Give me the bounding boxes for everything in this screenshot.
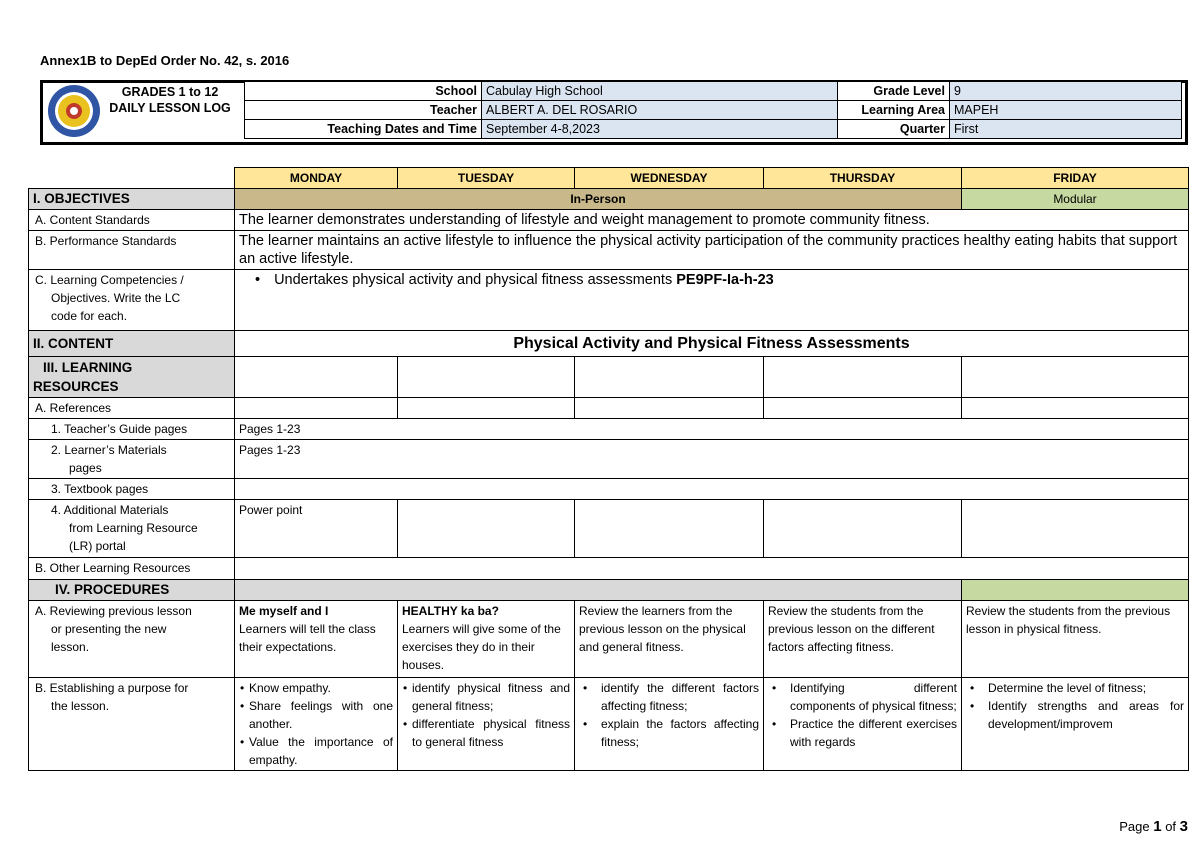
dll-title-line2: DAILY LESSON LOG: [109, 101, 231, 115]
area-label: Learning Area: [838, 101, 950, 120]
dll-title: [105, 84, 235, 116]
thursday-purpose: [764, 678, 962, 771]
lesson-log-table: [28, 167, 1189, 771]
header-info-table: [244, 81, 1182, 139]
additional-materials-label: 4. Additional Materials from Learning Resource (LR) portal: [29, 500, 235, 558]
day-monday: MONDAY: [235, 168, 398, 189]
school-value: Cabulay High School: [482, 82, 838, 101]
content-title: Physical Activity and Physical Fitness Assessments: [235, 331, 1189, 357]
additional-materials-value: Power point: [235, 500, 398, 558]
learners-materials-pages: Pages 1-23: [235, 440, 1189, 479]
section-procedures: IV. PROCEDURES: [29, 580, 235, 601]
tuesday-review: HEALTHY ka ba? Learners will give some of the exercises they do in their houses.: [398, 601, 575, 678]
monday-purpose: [235, 678, 398, 771]
section-objectives: I. OBJECTIVES: [29, 189, 235, 210]
grade-label: Grade Level: [838, 82, 950, 101]
teacher-label: Teacher: [245, 101, 482, 120]
friday-purpose: [962, 678, 1189, 771]
grade-value: 9: [950, 82, 1182, 101]
thursday-review: Review the students from the previous lesson on the different factors affecting fitness.: [764, 601, 962, 678]
day-thursday: THURSDAY: [764, 168, 962, 189]
learning-competencies-label: C. Learning Competencies / Objectives. Write the LC code for each.: [29, 270, 235, 331]
textbook-pages-label: 3. Textbook pages: [29, 479, 235, 500]
page-indicator: Page 1 of 3: [1119, 818, 1188, 835]
bullet-icon: •: [255, 272, 261, 288]
tuesday-purpose: [398, 678, 575, 771]
teacher-value: ALBERT A. DEL ROSARIO: [482, 101, 838, 120]
learners-materials-label: 2. Learner’s Materials pages: [29, 440, 235, 479]
performance-standards-label: B. Performance Standards: [29, 231, 235, 270]
list-item: • explain the factors affecting fitness;: [589, 715, 759, 751]
section-learning-resources: III. LEARNING RESOURCES: [29, 357, 235, 398]
learning-competencies-text: • Undertakes physical activity and physical fitness assessments PE9PF-Ia-h-23: [235, 270, 1189, 331]
day-tuesday: TUESDAY: [398, 168, 575, 189]
list-item: • Identify strengths and areas for development/improvem: [976, 697, 1184, 733]
list-item: • identify physical fitness and general fitness;: [412, 679, 570, 715]
quarter-value: First: [950, 120, 1182, 139]
dll-title-line1: GRADES 1 to 12: [121, 85, 219, 99]
dates-value: September 4-8,2023: [482, 120, 838, 139]
list-item: • Practice the different exercises with regards: [778, 715, 957, 751]
dates-label: Teaching Dates and Time: [245, 120, 482, 139]
wednesday-purpose: [575, 678, 764, 771]
list-item: • Identifying different components of physical fitness;: [778, 679, 957, 715]
content-standards-text: The learner demonstrates understanding of lifestyle and weight management to promote community fitness.: [235, 210, 1189, 231]
teachers-guide-label: 1. Teacher’s Guide pages: [29, 419, 235, 440]
establishing-purpose-label: B. Establishing a purpose for the lesson.: [29, 678, 235, 771]
list-item: • identify the different factors affecting fitness;: [589, 679, 759, 715]
content-standards-label: A. Content Standards: [29, 210, 235, 231]
in-person-label: In-Person: [235, 189, 962, 210]
friday-review: Review the students from the previous lesson in physical fitness.: [962, 601, 1189, 678]
performance-standards-text: The learner maintains an active lifestyle to influence the physical activity participation of the community practices healthy eating habits that support an active lifestyle.: [235, 231, 1189, 270]
school-seal-icon: [47, 84, 101, 138]
wednesday-review: Review the learners from the previous lesson on the physical and general fitness.: [575, 601, 764, 678]
list-item: • Determine the level of fitness;: [976, 679, 1184, 697]
other-resources-label: B. Other Learning Resources: [29, 558, 235, 580]
school-label: School: [245, 82, 482, 101]
list-item: • Value the importance of empathy.: [249, 733, 393, 769]
day-wednesday: WEDNESDAY: [575, 168, 764, 189]
reviewing-lesson-label: A. Reviewing previous lesson or presenting the new lesson.: [29, 601, 235, 678]
teachers-guide-pages: Pages 1-23: [235, 419, 1189, 440]
area-value: MAPEH: [950, 101, 1182, 120]
list-item: • Know empathy.: [249, 679, 393, 697]
modular-label: Modular: [962, 189, 1189, 210]
references-label: A. References: [29, 398, 235, 419]
annex-reference: Annex1B to DepEd Order No. 42, s. 2016: [40, 53, 290, 68]
day-friday: FRIDAY: [962, 168, 1189, 189]
section-content: II. CONTENT: [29, 331, 235, 357]
lc-code: PE9PF-Ia-h-23: [676, 272, 774, 288]
monday-review: Me myself and I Learners will tell the class their expectations.: [235, 601, 398, 678]
list-item: • Share feelings with one another.: [249, 697, 393, 733]
list-item: • differentiate physical fitness to general fitness: [412, 715, 570, 751]
quarter-label: Quarter: [838, 120, 950, 139]
